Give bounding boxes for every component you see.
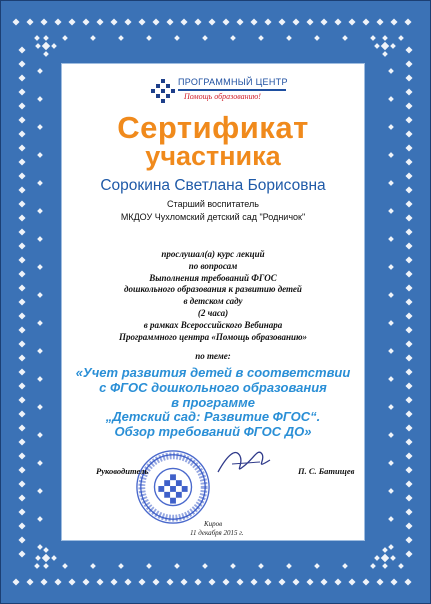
logo-title: ПРОГРАММНЫЙ ЦЕНТР [178,77,288,87]
topic-line: „Детский сад: Развитие ФГОС“. [105,409,321,425]
topic-line: в программе [171,394,255,410]
topic-line: «Учет развития детей в соответствии [75,365,351,380]
logo-slogan: Помощь образованию! [184,92,261,101]
body-line: Программного центра «Помощь образованию» [118,331,308,342]
body-line: по вопросам [188,260,238,271]
body-line: Выполнения требований ФГОС [149,272,277,283]
certificate-subtitle: участника [145,141,281,171]
recipient-position: Старший воспитатель [167,199,259,209]
topic-line: с ФГОС дошкольного образования [99,379,327,395]
recipient-organization: МКДОУ Чухломский детский сад "Родничок" [120,212,306,222]
body-line: в детском саду [183,296,243,307]
body-line: в рамках Всероссийского Вебинара [143,319,283,330]
topic-line: Обзор требований ФГОС ДО» [114,424,312,440]
issue-place: Киров [204,520,223,528]
signer-name: П. С. Батищев [298,466,355,476]
body-line: (2 часа) [197,307,229,318]
certificate-title: Сертификат [117,110,309,145]
body-line: прослушал(а) курс лекций [161,249,265,259]
topic-intro: по теме: [195,351,231,362]
body-line: дошкольного образования к развитию детей [124,284,302,295]
signer-role: Руководитель [96,466,149,476]
recipient-name: Сорокина Светлана Борисовна [100,177,326,194]
issue-date: 11 декабря 2015 г. [190,529,244,537]
